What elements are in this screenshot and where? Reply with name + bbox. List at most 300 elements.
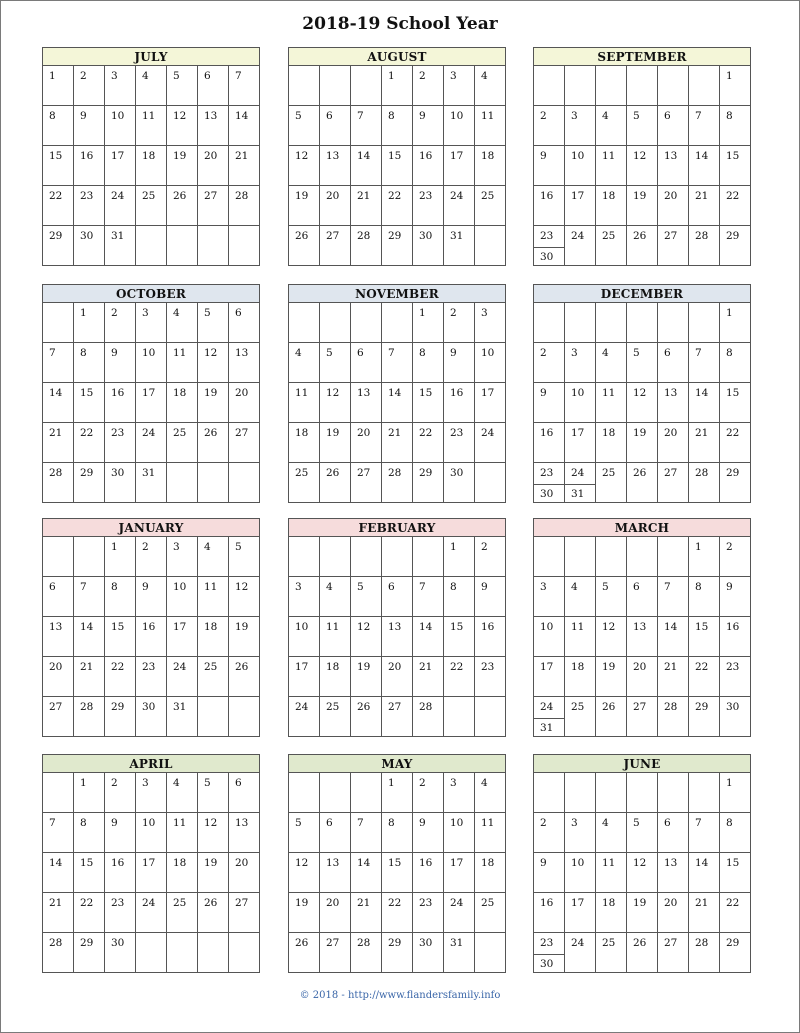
- day-cell: [229, 697, 260, 737]
- day-cell: [167, 66, 198, 106]
- day-cell: [689, 853, 720, 893]
- day-number: 19: [235, 621, 249, 633]
- day-cell: [534, 463, 565, 503]
- month-grid: [533, 303, 751, 503]
- day-number: 28: [49, 937, 63, 949]
- day-number: 29: [388, 937, 402, 949]
- day-cell: [475, 343, 506, 383]
- day-number: 7: [357, 817, 364, 829]
- day-cell: [74, 853, 105, 893]
- day-cell: [720, 463, 751, 503]
- day-cell: [198, 893, 229, 933]
- day-cell: [627, 813, 658, 853]
- day-number: 6: [388, 581, 395, 593]
- day-cell: [229, 146, 260, 186]
- day-cell: [534, 343, 565, 383]
- day-cell: [289, 697, 320, 737]
- day-number: 6: [633, 581, 640, 593]
- day-number: 9: [540, 857, 547, 869]
- day-cell: [198, 463, 229, 503]
- day-number: 15: [726, 857, 740, 869]
- day-number: 17: [540, 661, 554, 673]
- cell-divider: [565, 484, 595, 485]
- day-cell: [720, 617, 751, 657]
- day-number: 6: [326, 110, 333, 122]
- day-cell: [444, 66, 475, 106]
- day-number: 26: [633, 230, 647, 242]
- month-header: AUGUST: [288, 47, 506, 66]
- day-number: 25: [173, 897, 187, 909]
- month-grid: [533, 537, 751, 737]
- day-cell: [627, 697, 658, 737]
- day-cell: [198, 697, 229, 737]
- day-cell: [320, 813, 351, 853]
- day-number: 29: [726, 230, 740, 242]
- day-number: 21: [235, 150, 249, 162]
- day-cell: [198, 537, 229, 577]
- day-cell: [136, 423, 167, 463]
- day-number: 13: [235, 347, 249, 359]
- day-cell: [596, 186, 627, 226]
- day-cell: [289, 773, 320, 813]
- day-cell: [382, 66, 413, 106]
- day-cell: [413, 813, 444, 853]
- day-number: 18: [173, 387, 187, 399]
- day-number: 17: [111, 150, 125, 162]
- day-number: 21: [695, 190, 709, 202]
- day-number: 7: [695, 347, 702, 359]
- day-cell: [534, 423, 565, 463]
- day-cell: [475, 617, 506, 657]
- day-number: 15: [111, 621, 125, 633]
- day-number: 21: [49, 427, 63, 439]
- month-grid: [42, 66, 260, 266]
- day-number: 4: [173, 307, 180, 319]
- day-cell: [136, 617, 167, 657]
- month-grid: [288, 303, 506, 503]
- day-cell: [720, 537, 751, 577]
- day-number: 8: [726, 817, 733, 829]
- day-cell: [351, 577, 382, 617]
- day-cell: [229, 657, 260, 697]
- day-cell: [136, 577, 167, 617]
- day-cell: [475, 186, 506, 226]
- day-cell: [720, 343, 751, 383]
- day-cell: [198, 773, 229, 813]
- day-number: 30: [111, 937, 125, 949]
- day-cell: [43, 813, 74, 853]
- day-cell: [289, 303, 320, 343]
- day-number: 14: [80, 621, 94, 633]
- day-cell: [43, 106, 74, 146]
- day-number: 26: [235, 661, 249, 673]
- day-number: 28: [664, 701, 678, 713]
- day-cell: [320, 146, 351, 186]
- day-cell: [475, 813, 506, 853]
- day-number: 21: [419, 661, 433, 673]
- day-number: 4: [602, 347, 609, 359]
- day-cell: [720, 853, 751, 893]
- day-number: 10: [111, 110, 125, 122]
- day-number: 8: [726, 110, 733, 122]
- day-cell: [444, 146, 475, 186]
- day-cell: [689, 657, 720, 697]
- day-cell: [596, 226, 627, 266]
- day-cell: [382, 697, 413, 737]
- day-cell: [382, 577, 413, 617]
- day-number: 30: [111, 467, 125, 479]
- day-cell: [627, 146, 658, 186]
- day-cell: [167, 617, 198, 657]
- day-cell: [565, 463, 596, 503]
- day-cell: [198, 343, 229, 383]
- day-cell: [565, 577, 596, 617]
- day-number: 22: [388, 190, 402, 202]
- day-number: 11: [571, 621, 585, 633]
- day-cell: [198, 303, 229, 343]
- day-number: 22: [388, 897, 402, 909]
- day-cell: [534, 146, 565, 186]
- month-header: MARCH: [533, 518, 751, 537]
- day-cell: [105, 383, 136, 423]
- day-cell: [413, 463, 444, 503]
- day-cell: [689, 813, 720, 853]
- day-cell: [136, 186, 167, 226]
- month-header: MAY: [288, 754, 506, 773]
- day-cell: [565, 226, 596, 266]
- day-cell: [413, 893, 444, 933]
- day-number: 7: [695, 817, 702, 829]
- day-cell: [136, 773, 167, 813]
- day-number: 7: [235, 70, 242, 82]
- day-number: 1: [726, 307, 733, 319]
- day-number: 23: [481, 661, 495, 673]
- day-cell: [198, 423, 229, 463]
- day-number: 11: [326, 621, 340, 633]
- day-cell: [105, 303, 136, 343]
- day-number: 14: [664, 621, 678, 633]
- day-number: 17: [142, 387, 156, 399]
- day-number: 24: [540, 701, 554, 713]
- day-cell: [198, 106, 229, 146]
- day-cell: [565, 657, 596, 697]
- day-cell: [534, 66, 565, 106]
- day-number: 18: [602, 897, 616, 909]
- day-number: 10: [481, 347, 495, 359]
- day-number: 9: [481, 581, 488, 593]
- day-number: 16: [481, 621, 495, 633]
- day-cell: [105, 853, 136, 893]
- day-cell: [627, 773, 658, 813]
- day-number: 21: [80, 661, 94, 673]
- day-number: 29: [726, 467, 740, 479]
- day-number: 12: [602, 621, 616, 633]
- day-cell: [320, 66, 351, 106]
- day-cell: [689, 577, 720, 617]
- day-cell: [689, 933, 720, 973]
- day-cell: [382, 893, 413, 933]
- day-number: 30: [540, 958, 554, 970]
- day-cell: [382, 186, 413, 226]
- day-cell: [689, 423, 720, 463]
- day-cell: [658, 893, 689, 933]
- day-cell: [198, 617, 229, 657]
- day-cell: [382, 617, 413, 657]
- day-cell: [413, 186, 444, 226]
- day-cell: [74, 423, 105, 463]
- day-cell: [105, 577, 136, 617]
- day-number: 13: [49, 621, 63, 633]
- day-cell: [413, 226, 444, 266]
- day-cell: [74, 303, 105, 343]
- day-number: 12: [173, 110, 187, 122]
- day-number: 19: [326, 427, 340, 439]
- day-cell: [534, 537, 565, 577]
- day-number: 29: [80, 467, 94, 479]
- day-cell: [475, 106, 506, 146]
- day-number: 28: [235, 190, 249, 202]
- day-cell: [167, 186, 198, 226]
- day-number: 10: [571, 387, 585, 399]
- day-cell: [565, 537, 596, 577]
- day-cell: [198, 66, 229, 106]
- day-number: 19: [633, 427, 647, 439]
- day-number: 1: [726, 70, 733, 82]
- day-number: 2: [142, 541, 149, 553]
- day-cell: [229, 773, 260, 813]
- day-number: 19: [173, 150, 187, 162]
- day-number: 12: [295, 150, 309, 162]
- day-number: 13: [664, 387, 678, 399]
- day-cell: [596, 383, 627, 423]
- day-cell: [320, 893, 351, 933]
- day-cell: [167, 657, 198, 697]
- day-number: 21: [357, 897, 371, 909]
- day-number: 11: [173, 817, 187, 829]
- day-number: 21: [49, 897, 63, 909]
- day-number: 8: [388, 817, 395, 829]
- day-number: 8: [80, 817, 87, 829]
- day-number: 18: [481, 857, 495, 869]
- day-cell: [444, 186, 475, 226]
- day-number: 12: [633, 857, 647, 869]
- day-cell: [658, 423, 689, 463]
- day-cell: [627, 383, 658, 423]
- day-cell: [565, 186, 596, 226]
- day-cell: [351, 697, 382, 737]
- day-cell: [382, 813, 413, 853]
- day-cell: [720, 226, 751, 266]
- day-cell: [475, 657, 506, 697]
- day-number: 27: [235, 427, 249, 439]
- day-number: 1: [80, 777, 87, 789]
- day-cell: [720, 383, 751, 423]
- day-cell: [167, 577, 198, 617]
- day-number: 26: [295, 230, 309, 242]
- day-cell: [596, 577, 627, 617]
- day-number: 14: [49, 387, 63, 399]
- day-number: 16: [450, 387, 464, 399]
- day-number: 2: [80, 70, 87, 82]
- day-number: 14: [419, 621, 433, 633]
- day-number: 8: [419, 347, 426, 359]
- day-cell: [689, 106, 720, 146]
- day-number: 3: [450, 70, 457, 82]
- day-number: 30: [419, 937, 433, 949]
- day-number: 11: [602, 857, 616, 869]
- day-cell: [351, 773, 382, 813]
- day-number: 7: [695, 110, 702, 122]
- day-cell: [658, 853, 689, 893]
- day-cell: [351, 146, 382, 186]
- day-cell: [43, 537, 74, 577]
- day-number: 8: [388, 110, 395, 122]
- day-number: 18: [571, 661, 585, 673]
- day-cell: [105, 893, 136, 933]
- day-number: 1: [80, 307, 87, 319]
- day-cell: [198, 186, 229, 226]
- cell-divider: [534, 718, 564, 719]
- day-cell: [167, 106, 198, 146]
- day-cell: [289, 226, 320, 266]
- day-cell: [229, 463, 260, 503]
- day-number: 31: [111, 230, 125, 242]
- day-cell: [596, 66, 627, 106]
- day-number: 30: [726, 701, 740, 713]
- month-header: JUNE: [533, 754, 751, 773]
- day-number: 25: [481, 897, 495, 909]
- day-number: 27: [388, 701, 402, 713]
- day-number: 10: [450, 110, 464, 122]
- day-cell: [534, 186, 565, 226]
- day-number: 20: [204, 150, 218, 162]
- day-number: 17: [295, 661, 309, 673]
- day-number: 28: [695, 467, 709, 479]
- day-number: 28: [695, 937, 709, 949]
- day-number: 2: [419, 70, 426, 82]
- day-number: 28: [695, 230, 709, 242]
- day-cell: [444, 463, 475, 503]
- day-number: 3: [142, 777, 149, 789]
- day-number: 22: [695, 661, 709, 673]
- day-cell: [351, 186, 382, 226]
- day-number: 6: [326, 817, 333, 829]
- month-grid: [288, 537, 506, 737]
- day-cell: [475, 773, 506, 813]
- day-number: 26: [295, 937, 309, 949]
- day-number: 13: [664, 857, 678, 869]
- day-number: 12: [295, 857, 309, 869]
- day-number: 7: [49, 817, 56, 829]
- day-number: 25: [571, 701, 585, 713]
- day-number: 4: [173, 777, 180, 789]
- day-number: 12: [204, 347, 218, 359]
- day-number: 29: [111, 701, 125, 713]
- footer-link[interactable]: © 2018 - http://www.flandersfamily.info: [299, 990, 501, 1001]
- month-grid: [42, 773, 260, 973]
- day-cell: [475, 226, 506, 266]
- day-cell: [565, 423, 596, 463]
- day-number: 26: [633, 467, 647, 479]
- day-cell: [720, 697, 751, 737]
- day-number: 4: [602, 817, 609, 829]
- day-cell: [74, 773, 105, 813]
- day-cell: [565, 303, 596, 343]
- cell-divider: [534, 484, 564, 485]
- month-september: [533, 47, 751, 266]
- day-number: 29: [695, 701, 709, 713]
- day-number: 7: [80, 581, 87, 593]
- day-cell: [475, 146, 506, 186]
- day-cell: [351, 853, 382, 893]
- day-number: 13: [326, 857, 340, 869]
- day-cell: [534, 577, 565, 617]
- day-cell: [565, 146, 596, 186]
- day-number: 6: [664, 110, 671, 122]
- day-cell: [74, 66, 105, 106]
- day-number: 2: [540, 347, 547, 359]
- day-number: 5: [357, 581, 364, 593]
- day-number: 25: [602, 467, 616, 479]
- day-cell: [320, 537, 351, 577]
- month-header: DECEMBER: [533, 284, 751, 303]
- day-number: 14: [235, 110, 249, 122]
- day-cell: [320, 383, 351, 423]
- day-cell: [136, 537, 167, 577]
- day-cell: [444, 106, 475, 146]
- day-number: 15: [388, 857, 402, 869]
- day-number: 1: [49, 70, 56, 82]
- day-number: 20: [388, 661, 402, 673]
- day-number: 31: [540, 722, 554, 734]
- day-number: 30: [450, 467, 464, 479]
- day-number: 10: [571, 150, 585, 162]
- day-cell: [658, 537, 689, 577]
- day-cell: [320, 226, 351, 266]
- day-number: 30: [540, 488, 554, 500]
- day-number: 8: [49, 110, 56, 122]
- day-number: 26: [326, 467, 340, 479]
- month-august: [288, 47, 506, 266]
- day-number: 23: [419, 190, 433, 202]
- day-number: 6: [664, 347, 671, 359]
- day-cell: [413, 617, 444, 657]
- day-cell: [43, 577, 74, 617]
- day-cell: [105, 773, 136, 813]
- day-cell: [382, 853, 413, 893]
- day-number: 2: [450, 307, 457, 319]
- day-number: 23: [111, 427, 125, 439]
- day-number: 27: [204, 190, 218, 202]
- day-cell: [198, 657, 229, 697]
- day-cell: [444, 383, 475, 423]
- month-grid: [42, 303, 260, 503]
- day-cell: [382, 463, 413, 503]
- day-number: 18: [326, 661, 340, 673]
- day-cell: [105, 617, 136, 657]
- day-number: 15: [80, 387, 94, 399]
- day-number: 10: [540, 621, 554, 633]
- day-cell: [720, 577, 751, 617]
- day-number: 23: [540, 937, 554, 949]
- day-number: 30: [142, 701, 156, 713]
- day-cell: [627, 933, 658, 973]
- day-cell: [658, 343, 689, 383]
- day-number: 22: [726, 190, 740, 202]
- day-cell: [720, 66, 751, 106]
- day-cell: [289, 537, 320, 577]
- day-cell: [596, 617, 627, 657]
